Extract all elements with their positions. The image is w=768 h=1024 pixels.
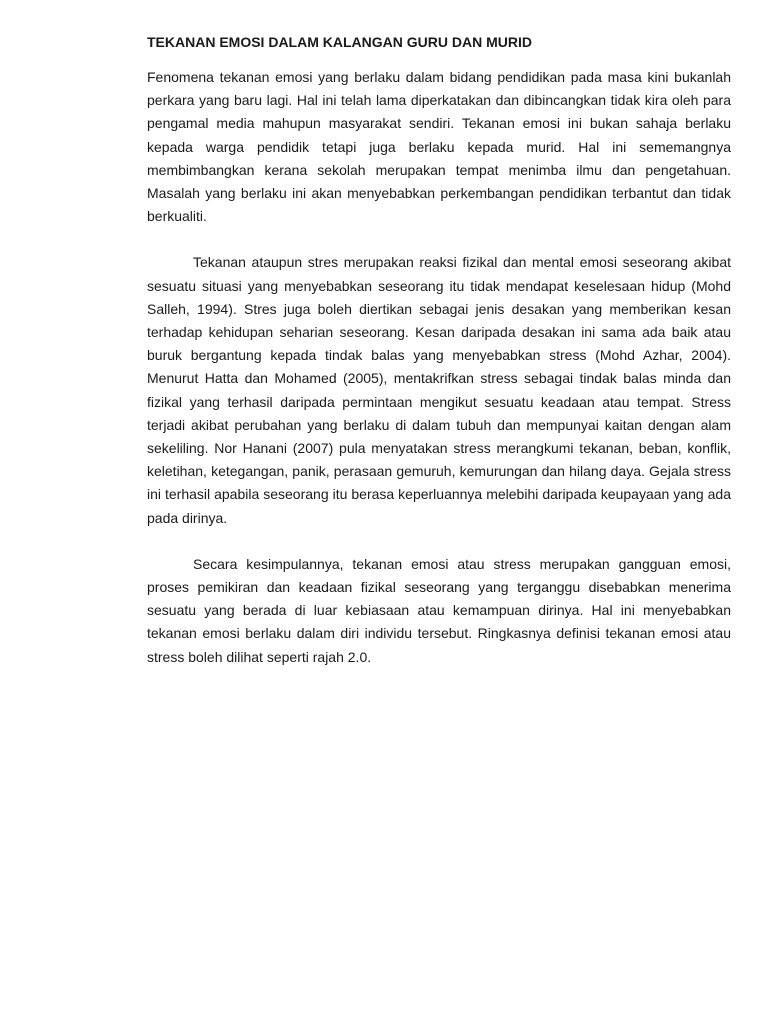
paragraph-spacer [147,228,731,251]
paragraph-spacer [147,530,731,553]
paragraph-definition: Tekanan ataupun stres merupakan reaksi fizikal dan mental emosi seseorang akibat sesuatu situasi yang menyebabkan seseorang itu tidak mendapat keselesaan hidup (Mohd Salleh, 1994). Stres juga boleh diertikan sebagai jenis desakan yang memberikan kesan terhadap kehidupan seharian seseorang. Kesan daripada desakan ini sama ada baik atau buruk bergantung kepada tindak balas yang menyebabkan stress (Mohd Azhar, 2004). Menurut Hatta dan Mohamed (2005), mentakrifkan stress sebagai tindak balas minda dan fizikal yang terhasil daripada permintaan mengikut sesuatu keadaan atau tempat. Stress terjadi akibat perubahan yang berlaku di dalam tubuh dan mempunyai kaitan dengan alam sekeliling. Nor Hanani (2007) pula menyatakan stress merangkumi tekanan, beban, konflik, keletihan, ketegangan, panik, perasaan gemuruh, kemurungan dan hilang daya. Gejala stress ini terhasil apabila seseorang itu berasa keperluannya melebihi daripada keupayaan yang ada pada dirinya. [147,254,731,526]
document-title: TEKANAN EMOSI DALAM KALANGAN GURU DAN MURID [147,34,532,50]
paragraph-introduction: Fenomena tekanan emosi yang berlaku dalam bidang pendidikan pada masa kini bukanlah perkara yang baru lagi. Hal ini telah lama diperkatakan dan dibincangkan tidak kira oleh para pengamal media mahupun masyarakat sendiri. Tekanan emosi ini bukan sahaja berlaku kepada warga pendidik tetapi juga berlaku kepada murid. Hal ini sememangnya membimbangkan kerana sekolah merupakan tempat menimba ilmu dan pengetahuan. Masalah yang berlaku ini akan menyebabkan perkembangan pendidikan terbantut dan tidak berkualiti. [147,69,731,225]
paragraph-conclusion: Secara kesimpulannya, tekanan emosi atau stress merupakan gangguan emosi, proses pemikiran dan keadaan fizikal seseorang yang terganggu disebabkan menerima sesuatu yang berada di luar kebiasaan atau kemampuan dirinya. Hal ini menyebabkan tekanan emosi berlaku dalam diri individu tersebut. Ringkasnya definisi tekanan emosi atau stress boleh dilihat seperti rajah 2.0. [147,555,731,665]
document-body [147,32,731,669]
